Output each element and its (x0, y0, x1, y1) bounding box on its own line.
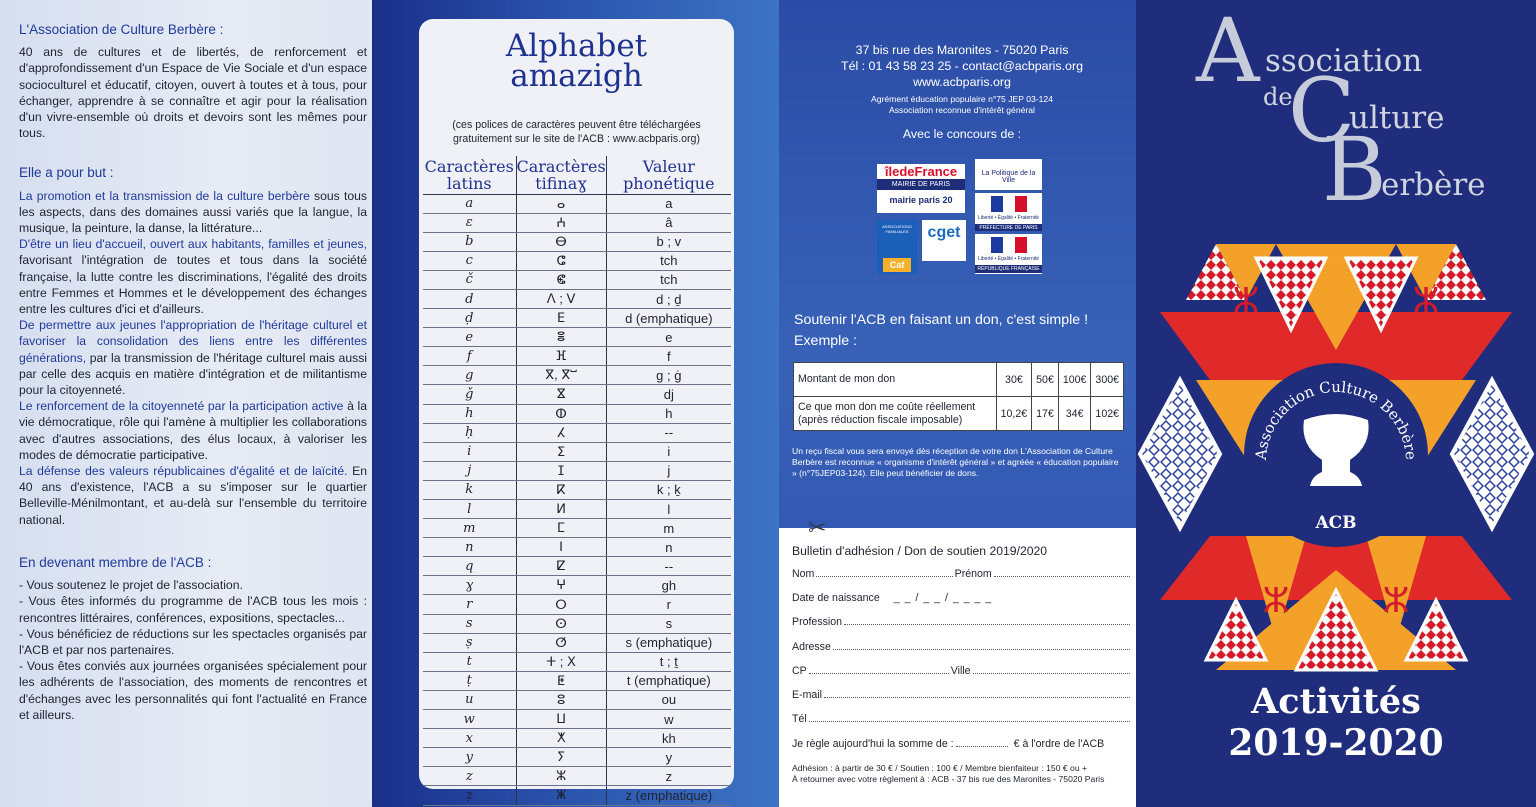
tifinagh-char: ⵉ (516, 442, 606, 461)
goal-text: sous tous les aspects, dans des domaines aussi variés que la langue, la musique, la peinture, la danse, la littérature... (19, 188, 367, 236)
tifinagh-char: ⵇ (516, 557, 606, 576)
latin-char: f (423, 347, 516, 366)
tifinagh-char: ⵊ (516, 461, 606, 480)
latin-char: e (423, 328, 516, 347)
latin-char: ɛ (423, 213, 516, 232)
concours-label: Avec le concours de : (902, 127, 1022, 141)
tifinagh-char: ⵓ (516, 690, 606, 709)
phonetic-value: ou (606, 690, 731, 709)
nom-field[interactable] (816, 576, 952, 577)
heading-membership: En devenant membre de l'ACB : (19, 554, 212, 570)
header-latin: Caractères latins (423, 156, 516, 194)
tax-receipt-note: Un reçu fiscal vous sera envoyé dès réception de votre don L'Association de Culture Berbère est reconnue « organisme d'intérêt général » et agréée « éducation populaire » (n°75JEP03-124). Elle peut bénéficier de dons. (792, 446, 1119, 479)
email-field[interactable] (824, 697, 1130, 698)
dob-field[interactable]: _ _ / _ _ / _ _ _ _ (893, 592, 993, 604)
tifinagh-char: ⴰ (516, 194, 606, 213)
benefit-item: - Vous bénéficiez de réductions sur les spectacles organisés par l'ACB et par nos partenaires. (19, 626, 367, 657)
phonetic-value: z (emphatique) (606, 786, 731, 805)
alphabet-row (423, 461, 731, 480)
tel-field[interactable] (809, 721, 1130, 722)
latin-char: q (423, 557, 516, 576)
latin-char: d (423, 289, 516, 308)
interet-general: Association reconnue d'intérêt général (889, 105, 1035, 115)
emblem-ring-text: Association Culture Berbère (1251, 377, 1421, 461)
cover-emblem-artwork (1136, 240, 1536, 680)
alphabet-row (423, 194, 731, 213)
alphabet-row (423, 633, 731, 652)
donation-amount: 100€ (1058, 363, 1091, 397)
latin-char: c (423, 251, 516, 270)
latin-char: x (423, 729, 516, 748)
form-title: Bulletin d'adhésion / Don de soutien 2019/2020 (792, 544, 1048, 558)
title-word-berbere: erbère (1381, 167, 1486, 203)
tifinagh-char: ⵙ (516, 614, 606, 633)
alphabet-row (423, 767, 731, 786)
republique-francaise-logo: Liberté • Égalité • Fraternité RÉPUBLIQUE FRANÇAISE (975, 234, 1042, 274)
tifinagh-char: ⵚ (516, 633, 606, 652)
tifinagh-char: ⵟ (516, 671, 606, 690)
alphabet-card (419, 19, 734, 803)
title-letter-c: C (1288, 59, 1356, 162)
cover-panel (1136, 0, 1536, 807)
alphabet-row (423, 557, 731, 576)
benefit-item: - Vous êtes conviés aux journées organisées spécialement pour les adhérents de l'association, des moments de rencontres et d'échanges avec les personnalités qui font l'actualité en France et ailleurs. (19, 659, 367, 722)
goal-highlight: D'être un lieu d'accueil, ouvert aux habitants, familles et jeunes, (19, 237, 367, 252)
goal-text: à la vie démocratique, rôle qui l'amène à multiplier les collaborations avec d'autres associations, des élus locaux, à valoriser les modes de démocratie participative. (19, 399, 367, 462)
alphabet-row (423, 328, 731, 347)
goal-highlight: De permettre aux jeunes l'appropriation de l'héritage culturel et favoriser la consolidation des liens entre les différentes générations, (19, 318, 367, 365)
phonetic-value: k ; ḵ (606, 480, 731, 499)
tifinagh-char: ⴽ (516, 480, 606, 499)
email-row: E-mail (792, 689, 1132, 701)
alphabet-row (423, 652, 731, 671)
yaz-symbol-icon: ⵣ (1232, 282, 1260, 320)
latin-char: n (423, 538, 516, 557)
donation-label: Ce que mon don me coûte réellement (après réduction fiscale imposable) (794, 397, 997, 431)
phonetic-value: t (emphatique) (606, 671, 731, 690)
tifinagh-char: ⴻ (516, 328, 606, 347)
latin-char: h (423, 404, 516, 423)
phonetic-value: i (606, 442, 731, 461)
latin-char: t (423, 652, 516, 671)
donation-amount: 300€ (1091, 363, 1124, 397)
alphabet-row (423, 423, 731, 442)
header-tifinagh: Caractères tifinaɣ (516, 156, 606, 193)
alphabet-title-line1: Alphabet (505, 28, 648, 64)
adresse-field[interactable] (833, 649, 1130, 650)
phonetic-value: tch (606, 270, 731, 289)
tifinagh-char: ⵔ (516, 595, 606, 614)
tifinagh-char: ⴷ ; ⴸ (516, 289, 606, 308)
latin-char: j (423, 461, 516, 480)
phonetic-value: l (606, 500, 731, 519)
latin-char: k (423, 480, 516, 499)
politique-ville-logo: La Politique de la Ville (975, 159, 1042, 190)
agrement-number: Agrément éducation populaire n°75 JEP 03-124 (871, 94, 1053, 104)
alphabet-row (423, 500, 731, 519)
title-letter-b: B (1322, 118, 1387, 221)
alphabet-row (423, 519, 731, 538)
alphabet-row (423, 270, 731, 289)
title-word-association: ssociation (1265, 43, 1423, 79)
title-letter-a: A (1196, 0, 1260, 102)
donation-amount: 30€ (996, 363, 1032, 397)
phonetic-value: h (606, 404, 731, 423)
phonetic-value: d (emphatique) (606, 309, 731, 328)
tifinagh-char: ⵄ (516, 213, 606, 232)
phonetic-value: â (606, 213, 731, 232)
alphabet-row (423, 213, 731, 232)
form-footer: Adhésion : à partir de 30 € / Soutien : 100 € / Membre bienfaiteur : 150 € ou + À retourner avec votre règlement à : ACB - 37 bis rue des Maronites - 75020 Paris (792, 763, 1105, 785)
tifinagh-char: ⵡ (516, 710, 606, 729)
phonetic-value: -- (606, 423, 731, 442)
alphabet-title-line2: amazigh (510, 58, 643, 94)
phonetic-value: f (606, 347, 731, 366)
tifinagh-char: ⴹ (516, 309, 606, 328)
latin-char: ẓ (423, 786, 516, 805)
agrement-block (779, 94, 1145, 116)
contact-panel (779, 0, 1136, 807)
alphabet-row (423, 251, 731, 270)
yaz-symbol-icon: ⵣ (1262, 582, 1290, 620)
phonetic-value: w (606, 710, 731, 729)
ville-field[interactable] (973, 673, 1130, 674)
cget-logo: cget (922, 220, 966, 261)
alphabet-row (423, 385, 731, 404)
header-phonetic: Valeur phonétique (606, 156, 731, 194)
goal-item (19, 463, 367, 528)
phonetic-value: d ; ḏ (606, 289, 731, 308)
alphabet-row (423, 710, 731, 729)
donation-row (794, 363, 1124, 397)
latin-char: r (423, 595, 516, 614)
dob-row: Date de naissance _ _ / _ _ / _ _ _ _ (792, 592, 993, 604)
goal-text: En 40 ans d'existence, l'ACB a su s'imposer sur le quartier Belleville-Ménilmontant, et au-delà sur l'ensemble du territoire national. (19, 464, 367, 527)
latin-char: m (423, 519, 516, 538)
goal-text: par la transmission de l'héritage culturel mais aussi par celle des acquis en matière d'intégration et de militantisme pour la citoyenneté. (19, 350, 367, 398)
alphabet-row (423, 729, 731, 748)
latin-char: č (423, 270, 516, 289)
tifinagh-char: ⴵ (516, 385, 606, 404)
tifinagh-char: ⵎ (516, 519, 606, 538)
phonetic-value: kh (606, 729, 731, 748)
emblem-acb: ACB (1315, 513, 1357, 533)
prefecture-logo: Liberté • Égalité • Fraternité PRÉFECTURE DE PARIS (975, 193, 1042, 231)
donation-row (794, 397, 1124, 431)
name-row: Nom Prénom (792, 568, 1132, 580)
phonetic-value: tch (606, 251, 731, 270)
alphabet-row (423, 614, 731, 633)
street-address: 37 bis rue des Maronites - 75020 Paris (855, 43, 1069, 57)
latin-char: l (423, 500, 516, 519)
address-block (779, 42, 1145, 90)
tifinagh-char: ⵅ (516, 729, 606, 748)
latin-char: ǧ (423, 385, 516, 404)
tifinagh-char: ⵀ (516, 404, 606, 423)
latin-char: z (423, 767, 516, 786)
phonetic-value: -- (606, 557, 731, 576)
alphabet-row (423, 309, 731, 328)
phonetic-value: y (606, 748, 731, 767)
about-panel (0, 0, 372, 807)
yaz-symbol-icon: ⵣ (1382, 582, 1410, 620)
alphabet-row (423, 347, 731, 366)
donation-heading: Soutenir l'ACB en faisant un don, c'est simple ! Exemple : (794, 312, 1089, 349)
latin-char: g (423, 366, 516, 385)
alphabet-row (423, 690, 731, 709)
scissors-icon: ✂ (808, 515, 827, 540)
goals-list (19, 188, 367, 528)
cover-activites: Activités (1251, 681, 1421, 722)
cover-years: 2019-2020 (1228, 722, 1444, 764)
benefit-item: - Vous soutenez le projet de l'association. (19, 578, 243, 593)
tifinagh-char: ⵥ (516, 786, 606, 805)
phonetic-value: r (606, 595, 731, 614)
goal-highlight: La promotion et la transmission de la culture berbère (19, 188, 310, 203)
profession-row: Profession (792, 616, 1132, 628)
cp-field[interactable] (809, 673, 949, 674)
alphabet-row (423, 748, 731, 767)
latin-char: i (423, 442, 516, 461)
latin-char: ḥ (423, 423, 516, 442)
prenom-field[interactable] (994, 576, 1130, 577)
phonetic-value: e (606, 328, 731, 347)
alphabet-row (423, 366, 731, 385)
latin-char: a (423, 194, 516, 213)
alphabet-row (423, 289, 731, 308)
alphabet-panel (372, 0, 779, 807)
phonetic-value: gh (606, 576, 731, 595)
tifinagh-char: ⵖ (516, 576, 606, 595)
latin-char: s (423, 614, 516, 633)
phonetic-value: g ; ġ (606, 366, 731, 385)
latin-char: ɣ (423, 576, 516, 595)
phonetic-value: t ; ṯ (606, 652, 731, 671)
membership-form (779, 515, 1136, 807)
ile-de-france-logo: îledeFrance MAIRIE DE PARIS mairie paris 20 (877, 164, 965, 213)
phonetic-value: b ; v (606, 232, 731, 251)
phonetic-value: s (emphatique) (606, 633, 731, 652)
title-word-culture: ulture (1349, 100, 1445, 136)
benefits-list (19, 577, 367, 723)
amount-field[interactable] (956, 746, 1008, 747)
profession-field[interactable] (844, 624, 1130, 625)
alphabet-row (423, 595, 731, 614)
alphabet-row (423, 480, 731, 499)
tifinagh-char: ⵞ (516, 270, 606, 289)
donation-amount: 10,2€ (996, 397, 1032, 431)
phone-email: Tél : 01 43 58 23 25 - contact@acbparis.org (841, 59, 1083, 73)
flag-icon (991, 196, 1027, 212)
tifinagh-char: ⴼ (516, 347, 606, 366)
benefit-item: - Vous êtes informés du programme de l'ACB tous les mois : rencontres littéraires, conférences, expositions, spectacles... (19, 594, 367, 625)
phonetic-value: z (606, 767, 731, 786)
goal-text: favorisant l'intégration de toutes et tous dans la société française, la lutte contre les discriminations, l'égalité des droits entre Femmes et Hommes et le développement des échanges entre les cultures d'ici et d'ailleurs. (19, 253, 367, 317)
donation-table (793, 362, 1124, 431)
cp-ville-row: CP Ville (792, 665, 1132, 677)
goal-highlight: La défense des valeurs républicaines d'égalité et de laïcité. (19, 464, 348, 479)
phonetic-value: dj (606, 385, 731, 404)
phonetic-value: n (606, 538, 731, 557)
caf-logo: ASSOCIATIONS FAMILIALES Caf (877, 220, 917, 274)
tifinagh-char: ⵍ (516, 500, 606, 519)
phonetic-value: m (606, 519, 731, 538)
latin-char: ḍ (423, 309, 516, 328)
alphabet-row (423, 576, 731, 595)
tifinagh-char: ⵜ ; ⵝ (516, 652, 606, 671)
flag-icon (991, 237, 1027, 253)
tifinagh-char: ⵛ (516, 251, 606, 270)
website-link[interactable]: www.acbparis.org (913, 75, 1011, 89)
blue-diamond (1452, 380, 1532, 528)
intro-paragraph: 40 ans de cultures et de libertés, de renforcement et d'approfondissement d'un Espace de Vie Sociale et d'un espace socioculturel et éducatif, citoyen, ouvert à toutes et à tous, pour échanger, apprendre à se connaître et agir pour la réalisation d'un vivre-ensemble où droits et devoirs sont les mêmes pour tous. (19, 45, 367, 141)
blue-diamond (1140, 380, 1220, 528)
address-row: Adresse (792, 641, 1132, 653)
goal-item (19, 188, 367, 237)
latin-char: y (423, 748, 516, 767)
tifinagh-char: ⵢ (516, 748, 606, 767)
alphabet-row (423, 232, 731, 251)
alphabet-row (423, 538, 731, 557)
latin-char: u (423, 690, 516, 709)
alphabet-subtitle: (ces polices de caractères peuvent être téléchargées gratuitement sur le site de l'ACB : www.acbparis.org) (452, 119, 701, 145)
tifinagh-char: ⴱ (516, 232, 606, 251)
tifinagh-char: ⵏ (516, 538, 606, 557)
goal-item (19, 236, 367, 317)
alphabet-row (423, 442, 731, 461)
goal-highlight: Le renforcement de la citoyenneté par la participation active (19, 399, 344, 414)
alphabet-row (423, 786, 731, 805)
goal-item (19, 317, 367, 398)
phonetic-value: a (606, 194, 731, 213)
donation-amount: 50€ (1032, 363, 1059, 397)
phonetic-value: j (606, 461, 731, 480)
latin-char: ṣ (423, 633, 516, 652)
latin-char: w (423, 710, 516, 729)
heading-association: L'Association de Culture Berbère : (19, 22, 224, 37)
phonetic-value: s (606, 614, 731, 633)
goal-item (19, 398, 367, 463)
donation-label: Montant de mon don (794, 363, 997, 397)
heading-goals: Elle a pour but : (19, 165, 114, 181)
tifinagh-char: ⴳ, ⴳⵯ (516, 366, 606, 385)
alphabet-table (423, 156, 731, 806)
title-word-de: de (1263, 83, 1293, 111)
tifinagh-char: ⵃ (516, 423, 606, 442)
alphabet-row (423, 404, 731, 423)
yaz-symbol-icon: ⵣ (1412, 282, 1440, 320)
latin-char: ṭ (423, 671, 516, 690)
tifinagh-char: ⵣ (516, 767, 606, 786)
alphabet-row (423, 671, 731, 690)
payment-row: Je règle aujourd'hui la somme de : € à l'ordre de l'ACB (792, 738, 1105, 750)
donation-amount: 17€ (1032, 397, 1059, 431)
donation-amount: 102€ (1091, 397, 1124, 431)
donation-amount: 34€ (1058, 397, 1091, 431)
tel-row: Tél (792, 713, 1132, 725)
about-text (19, 22, 367, 723)
latin-char: b (423, 232, 516, 251)
